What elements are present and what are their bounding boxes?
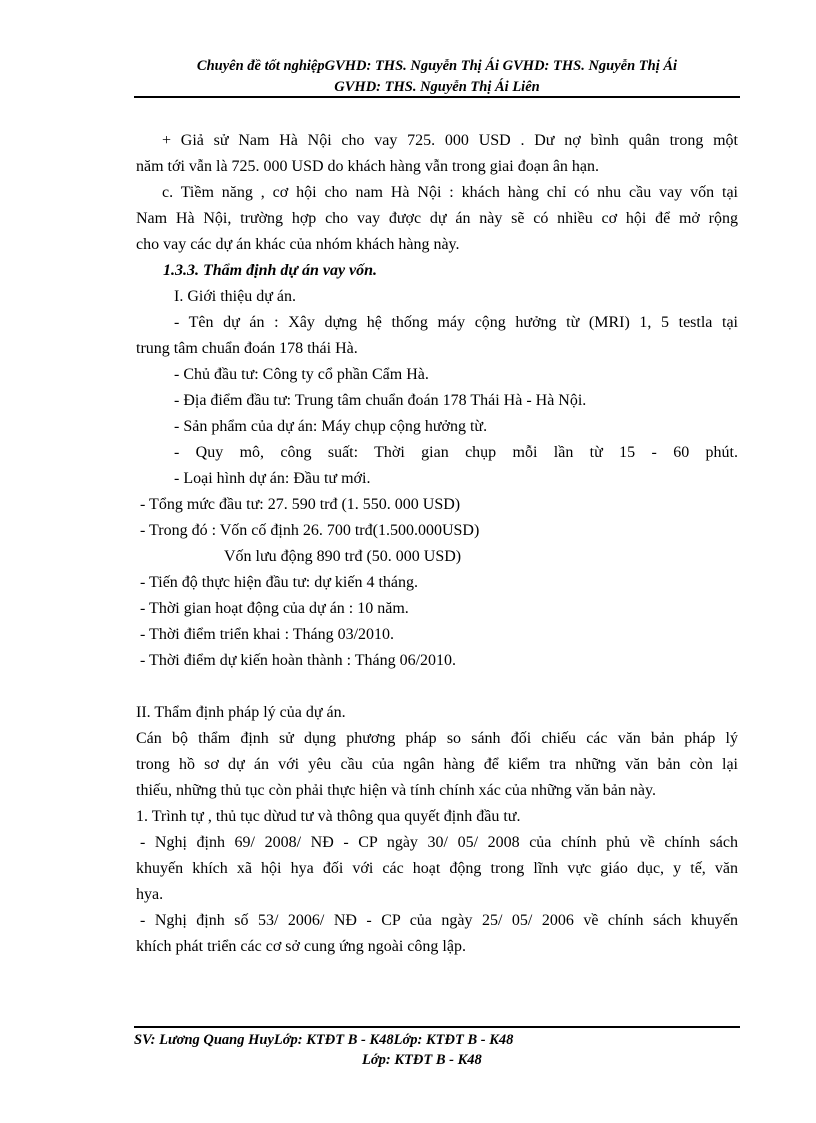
project-type-item: - Loại hình dự án: Đầu tư mới. [174,470,371,487]
page-footer [134,1030,740,1070]
decree-69-line-2: khuyến khích xã hội hya đối với các hoạt động trong lĩnh vực giáo dục, y tế, văn [136,860,738,877]
paragraph-potential-line-3: cho vay các dự án khác của nhóm khách hàng này. [136,236,460,253]
decree-53-line-2: khích phát triển các cơ sở cung ứng ngoài công lập. [136,938,466,955]
header-line-1: Chuyên đề tốt nghiệpGVHD: THS. Nguyễn Thị Ái GVHD: THS. Nguyễn Thị Ái [196,58,678,74]
paragraph-loan-assumption-line-1: + Giả sử Nam Hà Nội cho vay 725. 000 USD . Dư nợ bình quân trong một [162,132,738,149]
paragraph-loan-assumption-line-2: năm tới vẫn là 725. 000 USD do khách hàng vẫn trong giai đoạn ân hạn. [136,158,600,175]
fixed-capital-item: - Trong đó : Vốn cố định 26. 700 trđ(1.500.000USD) [140,522,480,539]
paragraph-potential-line-2: Nam Hà Nội, trường hợp cho vay được dự án này sẽ có nhiều cơ hội để mở rộng [136,210,738,227]
procedure-heading: 1. Trình tự , thủ tục dừud tư và thông qua quyết định đầu tư. [136,808,521,825]
decree-69-line-3: hya. [136,886,164,903]
start-time-item: - Thời điểm triển khai : Tháng 03/2010. [140,626,395,643]
project-name-line-2: trung tâm chuẩn đoán 178 thái Hà. [136,340,358,357]
decree-69-line-1: - Nghị định 69/ 2008/ NĐ - CP ngày 30/ 05/ 2008 của chính phủ về chính sách [140,834,738,851]
header-line-2: GVHD: THS. Nguyễn Thị Ái Liên [334,79,540,95]
decree-53-line-1: - Nghị định số 53/ 2006/ NĐ - CP của ngày 25/ 05/ 2006 về chính sách khuyến [140,912,738,929]
paragraph-spacer [136,674,738,700]
legal-paragraph-line-2: trong hồ sơ dự án với yêu cầu của ngân hàng để kiểm tra những văn bản còn lại [136,756,738,773]
total-investment-item: - Tổng mức đầu tư: 27. 590 trđ (1. 550. 000 USD) [140,496,461,513]
location-item: - Địa điểm đầu tư: Trung tâm chuẩn đoán 178 Thái Hà - Hà Nội. [174,392,587,409]
footer-line-2: Lớp: KTĐT B - K48 [362,1052,482,1068]
schedule-item: - Tiến độ thực hiện đầu tư: dự kiến 4 tháng. [140,574,418,591]
legal-paragraph-line-3: thiếu, những thủ tục còn phải thực hiện và tính chính xác của những văn bản này. [136,782,656,799]
project-name-line-1: - Tên dự án : Xây dựng hệ thống máy cộng hưởng từ (MRI) 1, 5 testla tại [174,314,738,331]
investor-item: - Chủ đầu tư: Công ty cổ phần Cẩm Hà. [174,366,429,383]
section-title: 1.3.3. Thẩm định dự án vay vốn. [163,262,378,279]
header-divider [134,96,740,98]
intro-heading: I. Giới thiệu dự án. [174,288,296,305]
operation-time-item: - Thời gian hoạt động của dự án : 10 năm. [140,600,409,617]
document-body [136,128,738,960]
footer-line-1: SV: Lương Quang HuyLớp: KTĐT B - K48Lớp: KTĐT B - K48 [134,1032,514,1048]
legal-paragraph-line-1: Cán bộ thẩm định sử dụng phương pháp so sánh đối chiếu các văn bản pháp lý [136,730,738,747]
footer-divider [134,1026,740,1028]
paragraph-potential-line-1: c. Tiềm năng , cơ hội cho nam Hà Nội : khách hàng chỉ có nhu cầu vay vốn tại [162,184,738,201]
working-capital-item: Vốn lưu động 890 trđ (50. 000 USD) [224,548,462,565]
capacity-item: - Quy mô, công suất: Thời gian chụp mỗi lần từ 15 - 60 phút. [174,444,738,461]
completion-time-item: - Thời điểm dự kiến hoàn thành : Tháng 06/2010. [140,652,457,669]
product-item: - Sản phẩm của dự án: Máy chụp cộng hưởng từ. [174,418,488,435]
legal-heading: II. Thẩm định pháp lý của dự án. [136,704,346,721]
page-header [134,56,740,98]
